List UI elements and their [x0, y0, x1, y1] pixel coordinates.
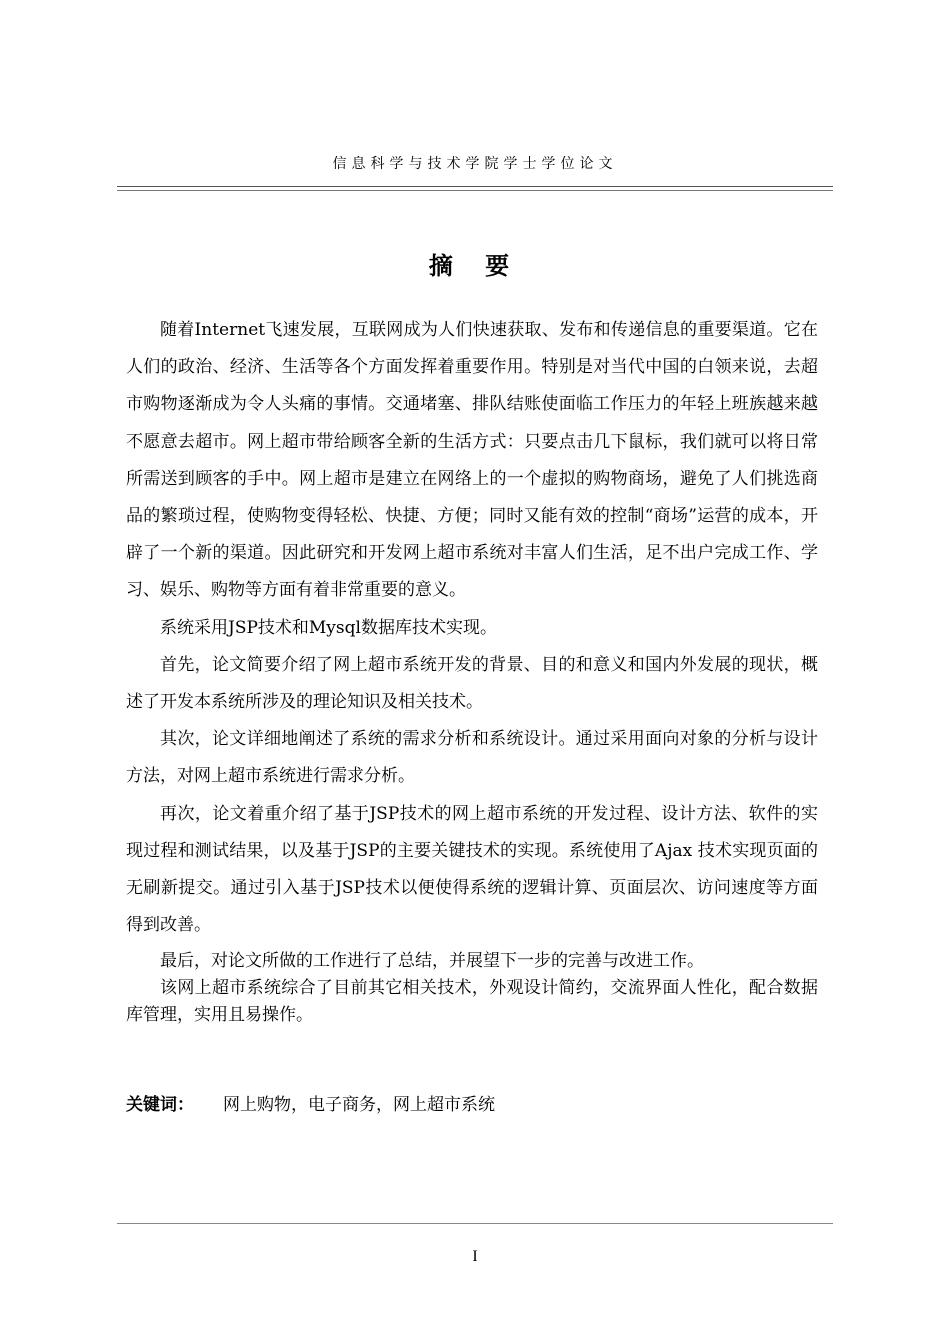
running-header: 信息科学与技术学院学士学位论文 — [332, 156, 618, 172]
page-number: I — [472, 1248, 478, 1265]
abstract-paragraph-second: 其次，论文详细地阐述了系统的需求分析和系统设计。通过采用面向对象的分析与设计方法，对网上超市系统进行需求分析。 — [126, 729, 818, 787]
abstract-paragraph-third: 再次，论文着重介绍了基于JSP技术的网上超市系统的开发过程、设计方法、软件的实现过程和测试结果，以及基于JSP的主要关键技术的实现。系统使用了Ajax 技术实现页面的无刷新提交。通过引入基于JSP技术以便使得系统的逻辑计算、页面层次、访问速度等方面得到改善。 — [126, 803, 818, 936]
abstract-paragraph-first: 首先，论文简要介绍了网上超市系统开发的背景、目的和意义和国内外发展的现状，概述了开发本系统所涉及的理论知识及相关技术。 — [126, 654, 818, 713]
header-rule-thin — [117, 190, 833, 191]
keywords-label: 关键词： — [126, 1095, 194, 1115]
abstract-body — [126, 312, 818, 1029]
abstract-paragraph-summary: 该网上超市系统综合了目前其它相关技术，外观设计简约，交流界面人性化，配合数据库管理，实用且易操作。 — [126, 978, 818, 1026]
abstract-paragraph-last: 最后，对论文所做的工作进行了总结，并展望下一步的完善与改进工作。 — [160, 951, 704, 972]
header-rule-thick — [117, 186, 833, 187]
abstract-paragraph-intro: 随着Internet飞速发展，互联网成为人们快速获取、发布和传递信息的重要渠道。它在人们的政治、经济、生活等各个方面发挥着重要作用。特别是对当代中国的白领来说，去超市购物逐渐成为令人头痛的事情。交通堵塞、排队结账使面临工作压力的年轻上班族越来越不愿意去超市。网上超市带给顾客全新的生活方式：只要点击几下鼠标，我们就可以将日常所需送到顾客的手中。网上超市是建立在网络上的一个虚拟的购物商场，避免了人们挑选商品的繁琐过程，使购物变得轻松、快捷、方便；同时又能有效的控制“商场”运营的成本，开辟了一个新的渠道。因此研究和开发网上超市系统对丰富人们生活，足不出户完成工作、学习、娱乐、购物等方面有着非常重要的意义。 — [126, 320, 818, 601]
keywords — [126, 1091, 818, 1119]
abstract-paragraph-tech: 系统采用JSP技术和Mysql数据库技术实现。 — [160, 617, 497, 638]
footer-rule — [117, 1223, 833, 1224]
abstract-title: 摘 要 — [428, 252, 522, 280]
keywords-value: 网上购物，电子商务，网上超市系统 — [223, 1095, 495, 1115]
